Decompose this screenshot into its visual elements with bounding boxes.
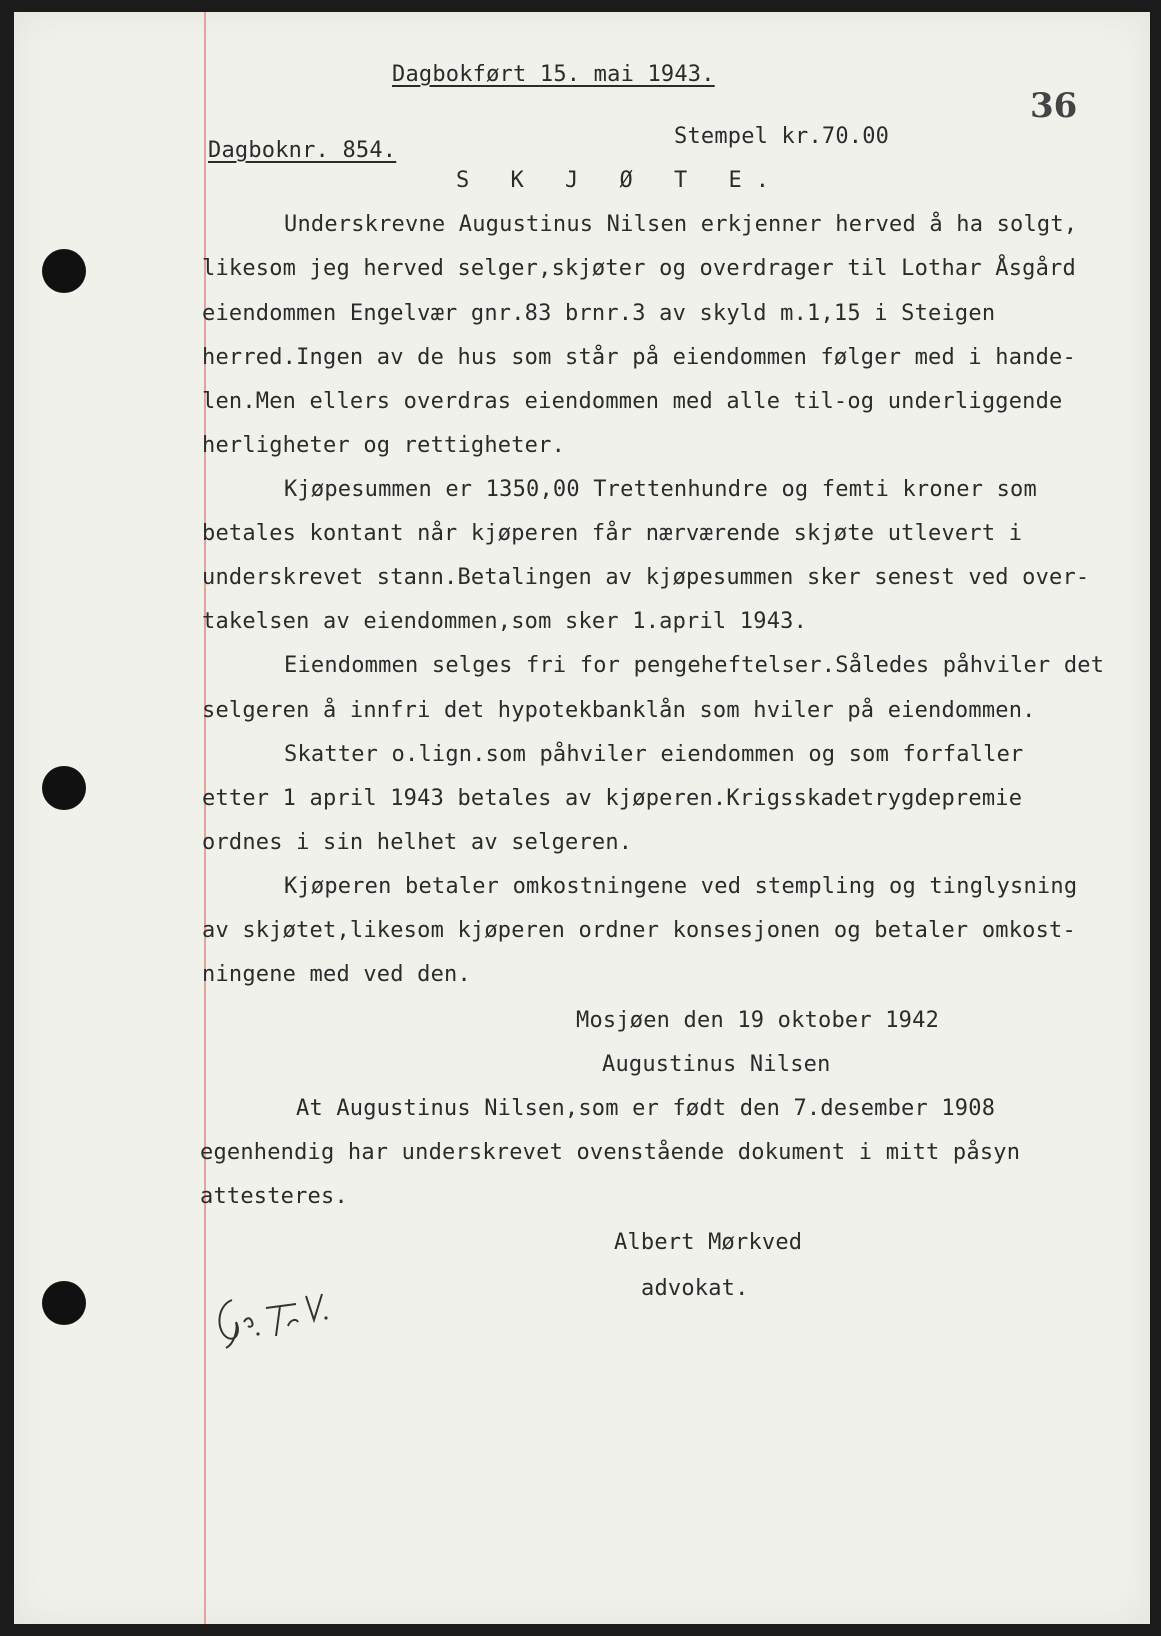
attestation-line: At Augustinus Nilsen,som er født den 7.desember 1908 bbox=[296, 1096, 996, 1121]
seller-name: Augustinus Nilsen bbox=[602, 1052, 831, 1077]
body-line: takelsen av eiendommen,som sker 1.april 1943. bbox=[202, 609, 808, 634]
body-line: herligheter og rettigheter. bbox=[202, 433, 566, 458]
body-line: Kjøperen betaler omkostningene ved stempling og tinglysning bbox=[284, 874, 1078, 899]
attestation-line: attesteres. bbox=[200, 1184, 348, 1209]
body-line: len.Men ellers overdras eiendommen med alle til-og underliggende bbox=[202, 389, 1063, 414]
body-line: likesom jeg herved selger,skjøter og overdrager til Lothar Åsgård bbox=[202, 256, 1076, 281]
body-line: Skatter o.lign.som påhviler eiendommen og som forfaller bbox=[284, 742, 1024, 767]
punch-hole bbox=[42, 249, 86, 293]
dagboknr: Dagboknr. 854. bbox=[208, 138, 397, 163]
body-line: ordnes i sin helhet av selgeren. bbox=[202, 830, 633, 855]
margin-line bbox=[204, 12, 206, 1624]
attestation-line: egenhendig har underskrevet ovenstående dokument i mitt påsyn bbox=[200, 1140, 1021, 1165]
attester-name: Albert Mørkved bbox=[614, 1230, 803, 1255]
attester-title: advokat. bbox=[641, 1276, 749, 1301]
body-line: ningene med ved den. bbox=[202, 962, 471, 987]
punch-hole bbox=[42, 1281, 86, 1325]
body-line: Underskrevne Augustinus Nilsen erkjenner herved å ha solgt, bbox=[284, 212, 1078, 237]
document-title: S K J Ø T E. bbox=[456, 168, 783, 193]
punch-hole bbox=[42, 766, 86, 810]
body-line: betales kontant når kjøperen får nærværende skjøte utlevert i bbox=[202, 521, 1023, 546]
signing-place-date: Mosjøen den 19 oktober 1942 bbox=[576, 1008, 940, 1033]
body-line: eiendommen Engelvær gnr.83 brnr.3 av skyld m.1,15 i Steigen bbox=[202, 301, 996, 326]
stempel-amount: Stempel kr.70.00 bbox=[674, 124, 890, 149]
body-line: herred.Ingen av de hus som står på eiendommen følger med i hande- bbox=[202, 345, 1076, 370]
body-line: Eiendommen selges fri for pengeheftelser.Således påhviler det bbox=[284, 653, 1105, 678]
body-line: underskrevet stann.Betalingen av kjøpesummen sker senest ved over- bbox=[202, 565, 1090, 590]
body-line: av skjøtet,likesom kjøperen ordner konsesjonen og betaler omkost- bbox=[202, 918, 1076, 943]
document-page bbox=[14, 12, 1150, 1624]
page-number: 36 bbox=[1030, 86, 1078, 126]
body-line: Kjøpesummen er 1350,00 Trettenhundre og femti kroner som bbox=[284, 477, 1037, 502]
body-line: etter 1 april 1943 betales av kjøperen.Krigsskadetrygdepremie bbox=[202, 786, 1023, 811]
body-line: selgeren å innfri det hypotekbanklån som hviler på eiendommen. bbox=[202, 698, 1036, 723]
handwritten-initials-signature bbox=[210, 1282, 350, 1352]
dagbokfort-stamp: Dagbokført 15. mai 1943. bbox=[392, 62, 715, 87]
